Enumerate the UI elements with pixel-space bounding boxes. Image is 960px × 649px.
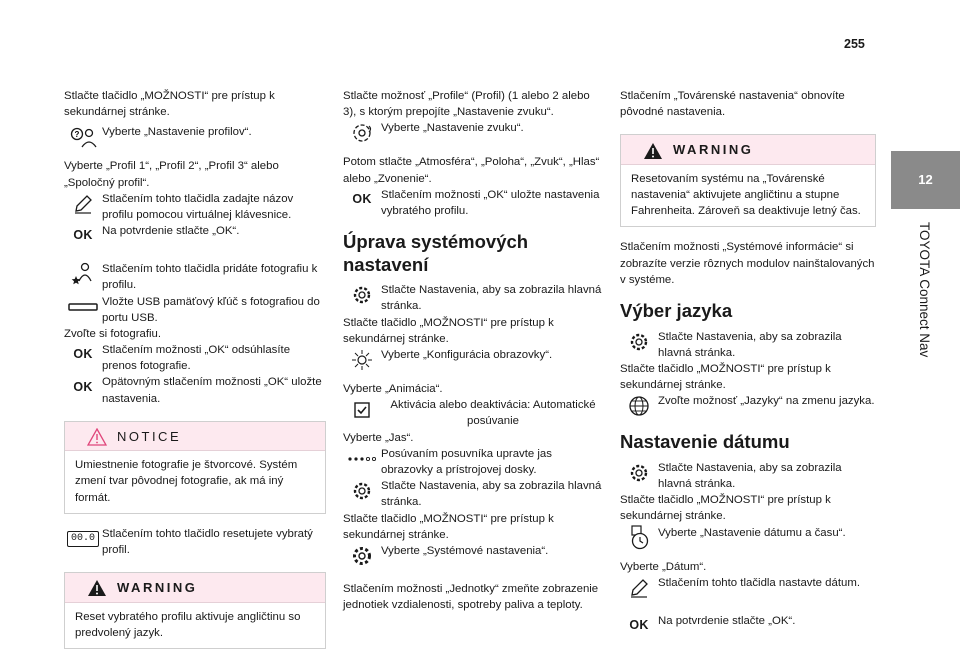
step-accept-transfer xyxy=(64,342,326,374)
step-screen-config xyxy=(343,347,605,373)
step-text: Aktivácia alebo deaktivácia: Automatické posúvanie xyxy=(390,399,596,428)
step-confirm-ok xyxy=(64,223,326,249)
text-choose-photo: Zvoľte si fotografiu. xyxy=(64,327,162,340)
step-text: Na potvrdenie stlačte „OK“. xyxy=(658,614,796,627)
text-profile-sound: Stlačte možnosť „Profile“ (Profil) (1 alebo 2 alebo 3), s ktorým prepojíte „Nastavenie zvuku“. xyxy=(343,90,590,119)
warning-box xyxy=(620,134,876,227)
step-text: Stlačte Nastavenia, aby sa zobrazila hlavná stránka. xyxy=(658,461,842,491)
step-text: Vložte USB pamäťový kľúč s fotografiou do portu USB. xyxy=(102,295,320,324)
text-options: Stlačte tlačidlo „MOŽNOSTI“ pre prístup k sekundárnej stránke. xyxy=(343,512,554,541)
section-heading: Výber jazyka xyxy=(620,299,733,321)
step-text: Opätovným stlačením možnosti „OK“ uložte nastavenia. xyxy=(102,376,322,405)
step-text: Stlačením možnosti „OK“ odsúhlasíte prenos fotografie. xyxy=(102,344,291,373)
text-options: Stlačte tlačidlo „MOŽNOSTI“ pre prístup k sekundárnej stránke. xyxy=(64,90,275,119)
step-text: Stlačením tohto tlačidla nastavte dátum. xyxy=(658,576,860,589)
step-insert-usb xyxy=(64,294,326,326)
step-auto-scroll xyxy=(343,397,605,429)
warning-triangle-icon xyxy=(643,142,663,160)
step-date-time xyxy=(620,525,876,551)
step-system-settings xyxy=(343,543,605,569)
chapter-label xyxy=(918,222,938,372)
system-settings-icon xyxy=(343,543,381,569)
settings-gear-icon xyxy=(343,478,381,504)
step-set-date xyxy=(620,575,876,601)
settings-gear-icon xyxy=(620,329,658,355)
warning-text: Reset vybratého profilu aktivuje angličtinu so predvolený jazyk. xyxy=(65,602,325,648)
step-text: Stlačte Nastavenia, aby sa zobrazila hlavná stránka. xyxy=(381,284,602,313)
text-options: Stlačte tlačidlo „MOŽNOSTI“ pre prístup k sekundárnej stránke. xyxy=(343,316,554,345)
section-heading: Úprava systémových nastavení xyxy=(343,231,529,275)
step-enter-name xyxy=(64,191,326,223)
step-confirm-ok xyxy=(620,613,876,639)
column-1 xyxy=(64,88,326,649)
column-2 xyxy=(343,88,605,613)
step-text: Stlačením možnosti „OK“ uložte nastavenia vybratého profilu. xyxy=(381,188,600,217)
text-animation: Vyberte „Animácia“. xyxy=(343,383,443,395)
text-factory-settings: Stlačením „Továrenské nastavenia“ obnovíte pôvodné nastavenia. xyxy=(620,90,845,119)
language-icon xyxy=(620,393,658,419)
warning-title: WARNING xyxy=(673,142,754,158)
ok-button[interactable]: OK xyxy=(73,347,93,362)
calendar-clock-icon xyxy=(620,525,658,551)
text-select-profile: Vyberte „Profil 1“, „Profil 2“, „Profil 3“ alebo „Spoločný profil“. xyxy=(64,160,279,189)
ok-button[interactable]: OK xyxy=(629,617,649,632)
step-sound-settings xyxy=(343,120,605,146)
step-text: Stlačením tohto tlačidla zadajte názov profilu pomocou virtuálnej klávesnice. xyxy=(102,192,294,221)
step-save-profile xyxy=(343,187,605,219)
notice-title: NOTICE xyxy=(117,428,182,444)
settings-gear-icon xyxy=(620,460,658,486)
step-text: Stlačte Nastavenia, aby sa zobrazila hlavná stránka. xyxy=(658,330,842,359)
text-date: Vyberte „Dátum“. xyxy=(620,560,707,573)
pencil-icon xyxy=(64,191,102,217)
step-text: Vyberte „Systémové nastavenia“. xyxy=(381,544,549,557)
warning-triangle-icon xyxy=(87,579,107,597)
step-text: Vyberte „Konfigurácia obrazovky“. xyxy=(381,349,553,361)
step-reset-profile xyxy=(64,526,326,558)
step-text: Na potvrdenie stlačte „OK“. xyxy=(102,225,240,238)
add-photo-icon xyxy=(64,261,102,287)
warning-triangle-icon xyxy=(87,428,107,446)
step-open-settings xyxy=(620,329,876,361)
step-add-photo xyxy=(64,261,326,293)
section-heading: Nastavenie dátumu xyxy=(620,431,790,453)
step-text: Vyberte „Nastavenie profilov“. xyxy=(102,126,252,139)
step-profile-settings xyxy=(64,124,326,150)
notice-box xyxy=(64,421,326,514)
warning-box xyxy=(64,572,326,649)
ok-button[interactable]: OK xyxy=(73,228,93,243)
ok-button[interactable]: OK xyxy=(73,379,93,394)
pencil-icon xyxy=(620,575,658,601)
step-language xyxy=(620,393,876,419)
step-open-settings xyxy=(620,460,876,492)
column-3 xyxy=(620,88,876,639)
slider-icon[interactable] xyxy=(343,446,381,472)
chapter-title: TOYOTA Connect Nav xyxy=(917,222,932,358)
warning-header xyxy=(65,573,325,601)
step-open-settings xyxy=(343,282,605,314)
svg-text:?: ? xyxy=(74,130,80,140)
warning-header xyxy=(621,135,875,163)
step-text: Vyberte „Nastavenie dátumu a času“. xyxy=(658,526,846,539)
step-text: Vyberte „Nastavenie zvuku“. xyxy=(381,122,524,135)
step-text: Posúvaním posuvníka upravte jas obrazovky a prístrojovej dosky. xyxy=(381,447,552,476)
page-number: 255 xyxy=(844,37,865,51)
warning-title: WARNING xyxy=(117,580,198,596)
settings-gear-icon xyxy=(343,282,381,308)
screen-brightness-icon xyxy=(343,347,381,373)
text-units: Stlačením možnosti „Jednotky“ zmeňte zobrazenie jednotiek vzdialenosti, spotreby paliva a teploty. xyxy=(343,582,599,612)
step-open-settings xyxy=(343,478,605,510)
reset-badge-icon[interactable]: 00.0 xyxy=(67,531,99,547)
step-brightness-slider xyxy=(343,446,605,478)
text-options: Stlačte tlačidlo „MOŽNOSTI“ pre prístup k sekundárnej stránke. xyxy=(620,362,831,392)
text-options: Stlačte tlačidlo „MOŽNOSTI“ pre prístup k sekundárnej stránke. xyxy=(620,494,831,523)
notice-header xyxy=(65,422,325,450)
step-text: Zvoľte možnosť „Jazyky“ na zmenu jazyka. xyxy=(658,395,875,408)
notice-text: Umiestnenie fotografie je štvorcové. Systém zmení tvar pôvodnej fotografie, ak má iný formát. xyxy=(65,450,325,513)
profile-settings-icon xyxy=(64,124,102,150)
step-text: Stlačením tohto tlačidla pridáte fotografiu k profilu. xyxy=(102,263,318,292)
ok-button[interactable]: OK xyxy=(352,191,372,206)
step-text: Stlačte Nastavenia, aby sa zobrazila hlavná stránka. xyxy=(381,480,602,509)
sound-settings-icon xyxy=(343,120,381,146)
usb-icon xyxy=(64,294,102,320)
text-atmosphere: Potom stlačte „Atmosféra“, „Poloha“, „Zvuk“, „Hlas“ alebo „Zvonenie“. xyxy=(343,156,600,185)
checkbox-icon[interactable] xyxy=(343,397,381,423)
warning-text: Resetovaním systému na „Továrenské nastavenia“ aktivujete angličtinu a stupne Fahrenheita. Zároveň sa deaktivuje letný čas. xyxy=(621,164,875,227)
step-save-settings xyxy=(64,374,326,406)
text-brightness: Vyberte „Jas“. xyxy=(343,431,414,444)
step-text: Stlačením tohto tlačidlo resetujete vybratý profil. xyxy=(102,527,313,557)
text-system-info: Stlačením možnosti „Systémové informácie“ si zobrazíte verzie rôznych modulov nainštalovaných v systéme. xyxy=(620,241,875,286)
chapter-tab[interactable]: 12 xyxy=(891,151,960,209)
